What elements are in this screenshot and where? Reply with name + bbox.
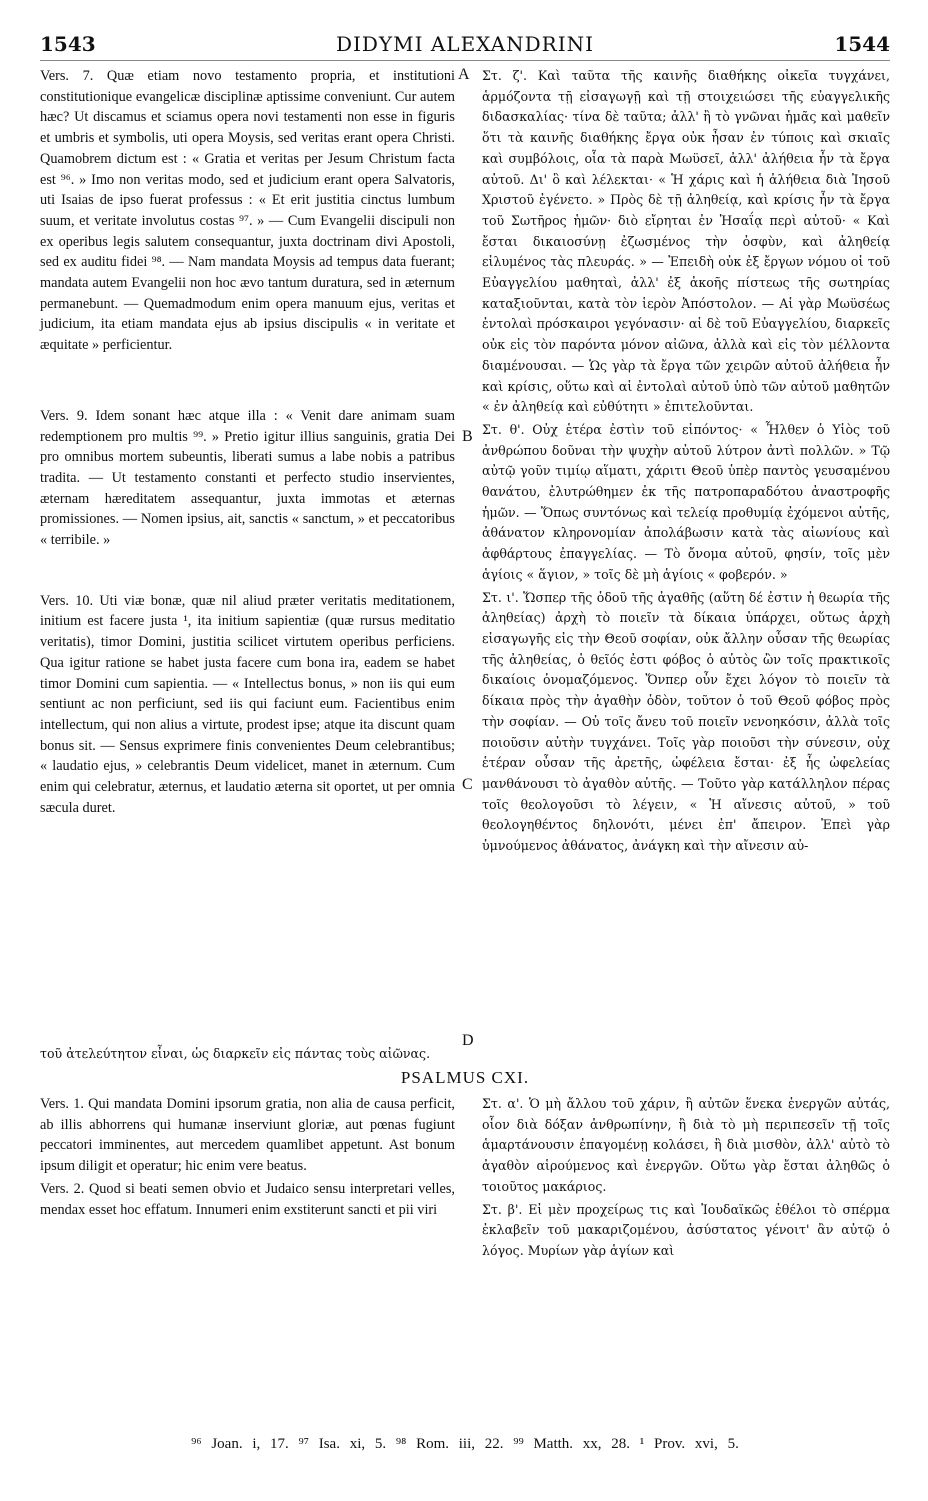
footnotes: ⁹⁶ Joan. i, 17. ⁹⁷ Isa. xi, 5. ⁹⁸ Rom. iii, 22. ⁹⁹ Matth. xx, 28. ¹ Prov. xvi, 5.: [191, 1436, 739, 1452]
running-title: DIDYMI ALEXANDRINI: [335, 32, 595, 56]
greek-st-1: Στ. α'. Ὁ μὴ ἄλλου τοῦ χάριν, ἢ αὐτῶν ἕνεκα ἐνεργῶν αὐτάς, οἷον διὰ δόξαν ἀνθρωπίνην, ἢ διὰ τὸ μὴ περιπεσεῖν τῇ τοῖς ἁμαρτάνουσιν ἐπαγομένῃ κολάσει, ἢ διὰ μισθὸν, ἀλλ' αὐτὸ τὸ ἀγαθὸν αἱρούμενος καὶ ἐνεργῶν. Οὕτω γὰρ ἔσται ἀληθῶς ὁ τοιοῦτος μακάριος.: [482, 1096, 890, 1194]
psalm-heading: PSALMUS CXI.: [400, 1068, 530, 1087]
section-marker-a: A: [458, 66, 470, 83]
greek-st-2: Στ. β'. Εἰ μὲν προχείρως τις καὶ Ἰουδαϊκῶς ἐθέλοι τὸ σπέρμα ἐκλαβεῖν τοῦ μακαριζομένου, ἀσύστατος γένοιτ' ἂν αὐτῷ ὁ λόγος. Μυρίων γὰρ ἁγίων καὶ: [482, 1201, 890, 1258]
greek-st-9: Στ. θ'. Οὐχ ἑτέρα ἐστὶν τοῦ εἰπόντος· « Ἦλθεν ὁ Υἱὸς τοῦ ἀνθρώπου δοῦναι τὴν ψυχὴν αὐτοῦ λύτρον ἀντὶ πολλῶν. » Τῷ αὐτῷ γοῦν τιμίῳ αἵματι, χάριτι Θεοῦ ὑπὲρ παντὸς γευσαμένου θανάτου, ἐλυτρώθημεν ἐκ τῆς πατροπαραδότου ἀναστροφῆς ἡμῶν. — Ὅπως συντόνως καὶ τελείᾳ προθυμίᾳ ἐχόμενοι αὐτῆς, ἀθάνατον κληρονομίαν ἀπολάβωσιν κατὰ τὰς αἰωνίους καὶ ἀφθάρτους ἐπαγγελίας. — Τὸ ὄνομα αὐτοῦ, φησίν, τοῖς μὲν ἁγίοις « ἅγιον, » τοῖς δὲ μὴ ἁγίοις « φοβερόν. »: [482, 421, 890, 582]
latin-vers-1: Vers. 1. Qui mandata Domini ipsorum gratia, non alia de causa perficit, ab illis abhorrens qui humanæ inserviunt gloriæ, aut pœnas fugiunt peccatori imminentes, aut mercedem quamlibet appetunt. Ast bonum ipsum diligit et operatur; hic enim vere beatus.: [40, 1096, 455, 1175]
greek-st-10: Στ. ι'. Ὥσπερ τῆς ὁδοῦ τῆς ἀγαθῆς (αὕτη δέ ἐστιν ἡ θεωρία τῆς ἀληθείας) ἀρχὴ τὸ ποιεῖν τὰ δίκαια ὑπάρχει, οὕτως ἀρχὴ εἰσαγωγῆς εἰς τὴν Θεοῦ σοφίαν, οὐκ ἄλλην οὖσαν τῆς θεωρίας τῆς ἀληθείας, ὁ θεῖός ἐστι φόβος ὁ αὐτὸς ὢν τοῖς πρακτικοῖς δικαίοις ὀνομαζόμενος. Ὅνπερ οὖν ἔχει λόγον τὸ ποιεῖν τὰ δίκαια πρὸς τὴν ἀγαθὴν ὁδὸν, τοῦτον ὁ τοῦ Θεοῦ φόβος πρὸς τὴν σοφίαν. — Οὐ τοῖς ἄνευ τοῦ ποιεῖν νενοηκόσιν, ἀλλὰ τοῖς ποιοῦσιν αὐτὴν τυγχάνει. Τοῖς γὰρ ποιοῦσι τὴν σύνεσιν, οὐχ ἑτέραν οὖσαν τῆς ἀρετῆς, ὠφέλεια ἔσται· ἐξ ἧς ὠφελείας μανθάνουσι τὸ ἀγαθὸν αὐτῆς. — Τοῦτο γὰρ κατάλληλον πέρας τοῖς θεολογοῦσι τὸ λέγειν, « Ἡ αἴνεσις αὐτοῦ, » τοῦ θεολογηθέντος δηλονότι, μένει ἐπ' ἄπειρον. Ἐπεὶ γὰρ ὑμνούμενος ἀθάνατος, ἀνάγκη καὶ τὴν αἴνεσιν αὐ-: [482, 589, 890, 854]
greek-continuation-line: τοῦ ἀτελεύτητον εἶναι, ὡς διαρκεῖν εἰς πάντας τοὺς αἰῶνας.: [40, 1046, 431, 1061]
latin-column-lower: [40, 1094, 455, 1220]
section-marker-b: B: [462, 428, 473, 445]
header-rule: [40, 60, 890, 61]
page-number-left: 1543: [40, 32, 96, 56]
latin-vers-7: Vers. 7. Quæ etiam novo testamento propria, et institutioni constitutionique evangelicæ disciplinæ aptissime conveniunt. Cur autem hæc? Ut discamus et sciamus opera novi testamenti non esse in figuris et umbris et symbolis, uti opera Moysis, sed veritas erant opera Christi. Quamobrem dictum est : « Gratia et veritas per Jesum Christum facta est ⁹⁶. » Imo non veritas modo, sed et judicium erant opera Salvatoris, uti Isaias de ipso fuerat professus : « Et erit justitia cinctus lumbum suum, et veritate involutus costas ⁹⁷. » — Cum Evangelii discipuli non ex operibus legis salutem consequantur, juxta doctrinam divi Apostoli, sed ex auditu fidei ⁹⁸. — Nam mandata Moysis ad tempus data fuerant; mandata autem Evangelii non hoc ævo tantum duratura, sed in æternum permanebunt. — Quemadmodum enim opera manuum ejus, veritas et judicium, ita etiam mandata ejus ab ipsius discipulis « in veritate et æquitate » perficientur.: [40, 68, 455, 354]
section-marker-d: D: [462, 1032, 474, 1049]
latin-vers-2: Vers. 2. Quod si beati semen obvio et Judaico sensu interpretari velles, mendax esset hoc effatum. Innumeri enim exstiterunt sancti et pii viri: [40, 1180, 455, 1218]
greek-column-upper: [482, 66, 890, 857]
section-marker-c: C: [462, 776, 473, 793]
greek-st-7: Στ. ζ'. Καὶ ταῦτα τῆς καινῆς διαθήκης οἰκεῖα τυγχάνει, ἁρμόζοντα τῇ εἰσαγωγῇ καὶ τῇ στοιχειώσει τῆς εὐαγγελικῆς διδασκαλίας· τίνα δὲ ταῦτα; ἀλλ' ἢ τὸ γνῶναι ἡμᾶς καὶ μαθεῖν ὅτι τὰ καινῆς διαθήκης ἔργα οὐκ ἦσαν ἐν τύποις καὶ σκιαῖς καὶ συμβόλοις, οἷα τὰ παρὰ Μωϋσεῖ, ἀλλ' ἀλήθεια ἦν τὰ ἔργα αὐτοῦ. Δι' ὃ καὶ λέλεκται· « Ἡ χάρις καὶ ἡ ἀλήθεια διὰ Ἰησοῦ Χριστοῦ ἐγένετο. » Πρὸς δὲ τῇ ἀληθείᾳ, καὶ κρίσις ἦν τὰ ἔργα τοῦ Σωτῆρος ἡμῶν· διὸ εἴρηται ἐν Ἡσαΐᾳ περὶ αὐτοῦ· « Καὶ ἔσται δικαιοσύνῃ ἐζωσμένος τὴν ὀσφὺν, καὶ ἀληθείᾳ εἰλυμένος τὰς πλευράς. » — Ἐπειδὴ οὐκ ἐξ ἔργων νόμου οἱ τοῦ Εὐαγγελίου μαθηταὶ, ἀλλ' ἐξ ἀκοῆς πίστεως τῆς σωτηρίας καταξιοῦνται, κατὰ τὸν ἱερὸν Ἀπόστολον. — Αἱ γὰρ Μωϋσέως ἐντολαὶ πρόσκαιροι γεγόνασιν· αἱ δὲ τοῦ Εὐαγγελίου, διαρκεῖς οὐκ εἰς τὸν παρόντα μόνον αἰῶνα, ἀλλὰ καὶ εἰς τὸν μέλλοντα διαμένουσαι. — Ὡς γὰρ τὰ ἔργα τῶν χειρῶν αὐτοῦ ἀλήθεια ἦν καὶ κρίσις, οὕτω καὶ αἱ ἐντολαὶ αὐτοῦ ὑπὸ τῶν αὐτοῦ μαθητῶν « ἐν ἀληθείᾳ καὶ εὐθύτητι » ἐπιτελοῦνται.: [482, 68, 890, 415]
greek-column-lower: [482, 1094, 890, 1262]
latin-vers-9: Vers. 9. Idem sonant hæc atque illa : « Venit dare animam suam redemptionem pro multis ⁹⁹. » Pretio igitur illius sanguinis, gratia Dei pro omnibus mortem subeuntis, liberati sumus a labe nobis a patribus tradita. — Ut testamento constanti et perfecto studio inservientes, æternam hæreditatem assequantur, juxta immotas et æternas promissiones. — Nomen ipsius, ait, sanctis « sanctum, » et peccatoribus « terribile. »: [40, 407, 455, 549]
latin-column-upper: [40, 66, 455, 819]
page-number-right: 1544: [834, 32, 890, 56]
latin-vers-10: Vers. 10. Uti viæ bonæ, quæ nil aliud præter veritatis meditationem, initium est facere justa ¹, ita initium sapientiæ (quæ rursus meditatio veritatis), timor Domini, justitia scilicet virtutem operibus perficiens. Qua igitur ratione se habet justa facere cum bona ira, eadem se habet timor Domini cum sapientia. — « Intellectus bonus, » non iis qui eum sentiunt ac non perficiunt, sed iis qui faciunt eum. Facientibus enim intellectum, qui non alius a virtute, prodest ipse; atque ita discunt quam bonus sit. — Sensus exprimere finis convenientes Deum celebrantibus; « laudatio ejus, » celebrantis Deum videlicet, manet in æternum. Cum enim qui celebratur, æternus, et laudatio æterna sit oportet, ut per omnia sæcula duret.: [40, 592, 455, 816]
page-header: [40, 32, 890, 62]
